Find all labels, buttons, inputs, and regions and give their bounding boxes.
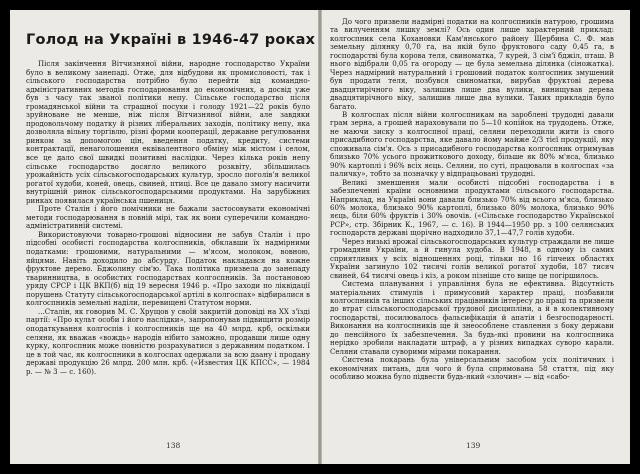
paragraph: Використовуючи товарно-грошові відносини не забув Сталін і про підсобні особисті господарства колгоспників, обклавши їх надмірними податками: грошовими, натуральними — м'ясом, молоком, вовною, яйцями. Навіть доходило до абсурду. Податок накладався на кожне фруктове дерево. Бджолину сім'ю. Така політика призвела до занепаду тваринництва, в особистих господарствах колгоспників. За постановою уряду СРСР і ЦК ВКП(б) від 19 вересня 1946 р. «Про заходи по ліквідації порушень Статуту сільськогосподарської артілі в колгоспах» відбиралися в колгоспників земельні наділи, перевищені Статутом норми. — [26, 229, 310, 308]
paragraph: Система планування і управління була не ефективна. Відсутність матеріальних стимулів і примусовий характер праці, позбавили колгоспників та інших сільських працівників інтересу до праці та призвели до втрат сільськогосподарської трудової дисципліни, а й в колективному господарстві, посилювалось фальсифікація й апатія і безгосподарності. Виконання на колгоспників ще й знеособлене ставлення з боку держави до пенсійного їх забезпечення. За будь-які провини на колгоспника нерідко зробили накладати штраф, а у різних випадках суворо карали. Селяни ставали суворими мірами покарання. — [330, 279, 614, 356]
paragraph: Великі зменшення мали особисті підсобні господарства і в забезпеченні країни основними продуктами сільського господарства. Наприклад, на Україні вони давали близько 70% від всього м'яса, близько 60% молока, близько 90% картоплі, близько 80% молока, близько 90% яєць, біля 60% фруктів і 30% овочів. («Сільське господарство Української РСР», стр. Збірник К., 1967, — с. 16). В 1944—1950 рр. з 100 селянських господарств державі щорічно надходило 37,1—47,7 голів худоби. — [330, 177, 614, 238]
right-page — [322, 10, 630, 464]
left-page-body — [26, 60, 310, 376]
paragraph: Проте Сталін і його помічники не бажали застосовувати економічні методи господарювання в повній мірі, так як вони суперечили командно-адміністративній системі. — [26, 204, 310, 231]
page-number: 138 — [166, 441, 181, 450]
chapter-title: Голод на Україні в 1946-47 роках — [26, 32, 316, 48]
paragraph: Через низькі врожаї сільськогосподарських культур страждали не лише громадяни України, а й гинула худоба. В 1948, в одному із самих сприятливих у всіх відношеннях році, тільки по 16 гіпчеих областях України загинуло 102 тисячі голів великої рогатої худоби, 187 тисяч свиней, 64 тисячі овець і кіз, а роком пізніше сто вище це погіршилось. — [330, 236, 614, 280]
paragraph: До чого призвели надмірні податки на колгоспників натурою, грошима та вилученням лишку землі? Ось один лише характерний приклад: колгоспник села Кохановки Кам'янського району Щербина С. Ф. мав земельну ділянку 0,70 га, на якій було фруктового саду 0,45 га, в господарстві була корова теля, свиноматка, 7 курей, 3 сім'ї бджіл, пташ. В нього відібрали 0,05 га огороду — це була земельна ділянка (сіножатка). Через надмірний натуральний і грошовий податок колгоспник змушений був продати теля, позбувся свиноматки, вирубав фруктові дерева двадцятирічного віку, залишив лише два вулики, винищував дерева двадцятирічного віку, залишив лише два вулики. Таких прикладів було багато. — [330, 17, 614, 111]
paragraph: Після закінчення Вітчизняної війни, народне господарство України було в великому занепаді. Отже, для відбудови як промисловості, так і сільського господарства потрібно було перейти від командно-адміністративних методів господарювання до економічних, а досвід уже був з часу так званої політики непу. Сільське господарство після громадянської війни та страшної посухи і голоду 1921—22 років було зруйноване не менше, ніж після Вітчизняної війни, але завдяки продовольчому податку й різних ліберальних заходів, політику непу, яка дозволяла вільну торгівлю, різні форми кооперації, державне регулювання ринком за допомогою цін, введення податку, кредиту, системи контрактації, ненаголошення еквівалентного обміну між містом і селом, все це дало свої швидкі позитивні наслідки. Через кілька років непу сільське господарство досягло великого розквіту, збільшилась урожайність усіх сільськогосподарських культур, зросло поголів'я великої рогатої худоби, коней, овець, свиней, птиці. Все це давало змогу насичити внутрішній ринок сільськогосподарськими продуктами. На зарубіжних ринках появилася українська пшениця. — [26, 59, 310, 205]
paragraph: Система покарань була універсальним засобом усіх політичних і економічних питань, для чого й була спрямована 58 стаття, під яку особливо можна було підвести будь-який «злочин» — від «сабо- — [330, 355, 614, 382]
paragraph: ...Сталін, як говорив М. С. Хрущов у своїй закритій доповіді на XX з'їзді партії: «Про культ особи і його наслідки», запропонував підвищити розмір оподаткування колгоспів і колгоспників ще на 40 млрд. крб, оскільки селяни, як вважав «вождь» народів нібито заможно, продавши лише одну курку, колгоспник може повністю розрахуватися з державним податком. І це в той час, як колгоспники в колгоспах одержали за всю даану і продану державі продукцію 26 млрд. 200 млн. крб. («Известия ЦК КПСС», — 1984 р. — № 3 — с. 160). — [26, 306, 310, 376]
left-page — [10, 10, 318, 464]
right-page-body — [330, 18, 614, 381]
page-number: 139 — [466, 441, 481, 450]
paragraph: В колгоспах після війни колгоспникам на зароблені трудодні давали грам зерна, а грошей нараховували по 5—10 копійок на трудодень. Отже, не маючи зиску з колгоспної праці, селяни переходили жити із свого присадибного господарства, яке давало йому майже 2/3 тієї продукції, яку споживала сім'я. Ось з присадибного господарства колгоспник отримував близько 70% усього прожиткового доходу, більше як 80% м'яса, близько 90% картоплі і 96% всіх яєць. Селяни, по суті, працювали в колгоспах «за паличку», тобто за позначку у відпрацьовані трудодні. — [330, 109, 614, 179]
